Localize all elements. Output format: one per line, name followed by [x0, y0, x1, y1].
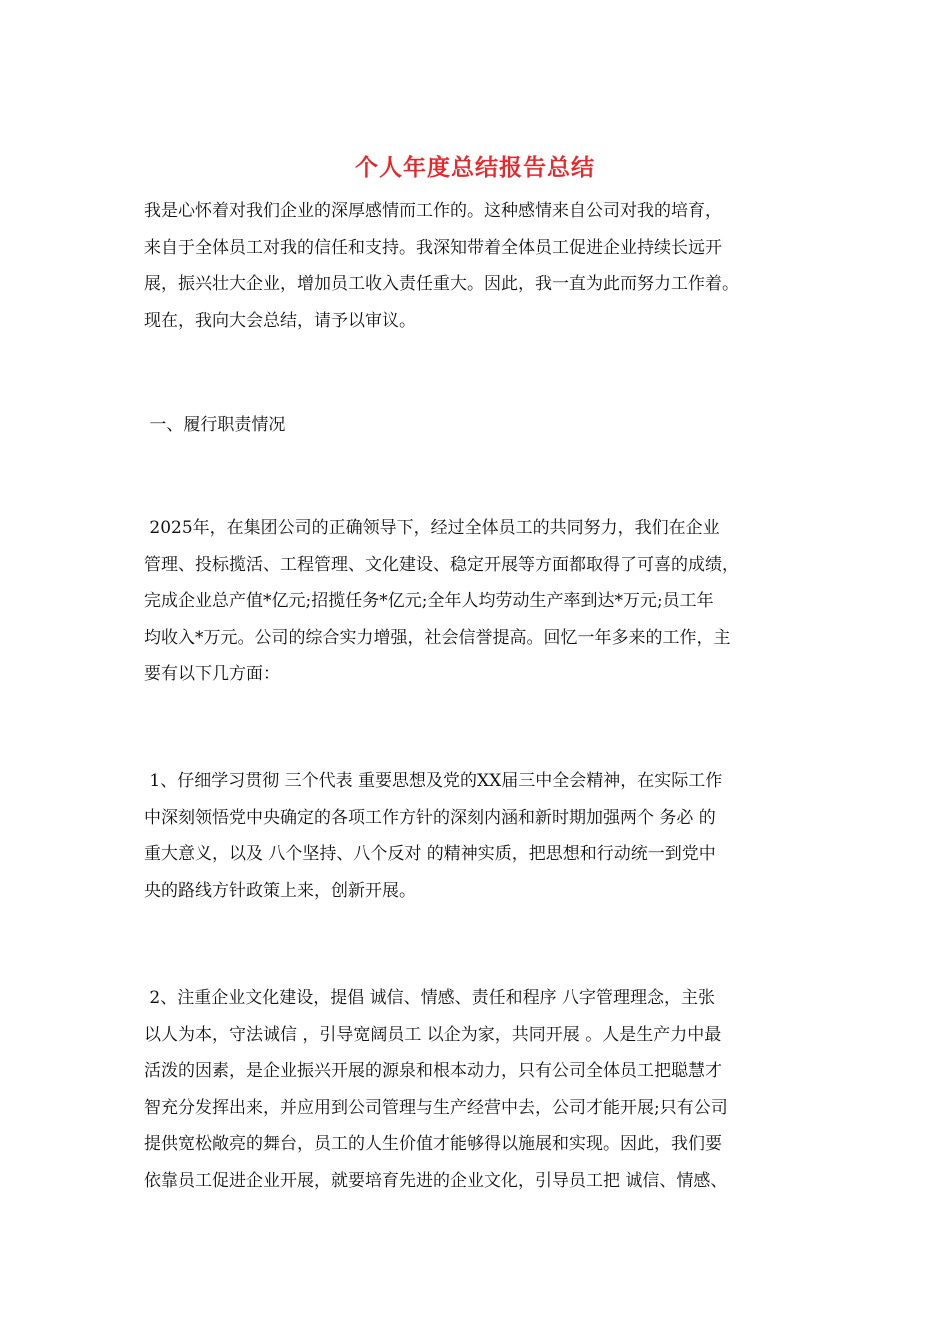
paragraph-line: 中深刻领悟党中央确定的各项工作方针的深刻内涵和新时期加强两个 务必 的 — [144, 807, 716, 828]
item-1-paragraph — [144, 763, 808, 909]
paragraph-line: 来自于全体员工对我的信任和支持。我深知带着全体员工促进企业持续长远开 — [144, 237, 722, 258]
paragraph-line: 2025年，在集团公司的正确领导下，经过全体员工的共同努力，我们在企业 — [144, 518, 720, 538]
paragraph-line: 管理、投标揽活、工程管理、文化建设、稳定开展等方面都取得了可喜的成绩， — [144, 554, 739, 575]
paragraph-line: 1、仔细学习贯彻 三个代表 重要思想及党的XX届三中全会精神，在实际工作 — [144, 771, 723, 791]
paragraph-line: 均收入*万元。公司的综合实力增强，社会信誉提高。回忆一年多来的工作，主 — [144, 627, 731, 648]
intro-paragraph — [144, 193, 808, 339]
paragraph-line: 以人为本，守法诚信 ，引导宽阔员工 以企为家，共同开展 。人是生产力中最 — [144, 1024, 722, 1045]
paragraph-line: 完成企业总产值*亿元;招揽任务*亿元;全年人均劳动生产率到达*万元;员工年 — [144, 591, 714, 611]
paragraph-line: 我是心怀着对我们企业的深厚感情而工作的。这种感情来自公司对我的培育， — [144, 201, 722, 221]
summary-paragraph — [144, 510, 808, 693]
paragraph-line: 央的路线方针政策上来，创新开展。 — [144, 880, 416, 901]
paragraph-line: 提供宽松敞亮的舞台，员工的人生价值才能够得以施展和实现。因此，我们要 — [144, 1134, 722, 1154]
paragraph-line: 展，振兴壮大企业，增加员工收入责任重大。因此，我一直为此而努力工作着。 — [144, 274, 739, 294]
document-title: 个人年度总结报告总结 — [355, 154, 595, 181]
paragraph-line: 重大意义，以及 八个坚持、八个反对 的精神实质，把思想和行动统一到党中 — [144, 844, 716, 864]
paragraph-line: 要有以下几方面： — [144, 664, 280, 684]
paragraph-line: 智充分发挥出来，并应用到公司管理与生产经营中去，公司才能开展;只有公司 — [144, 1097, 728, 1118]
paragraph-line: 2、注重企业文化建设，提倡 诚信、情感、责任和程序 八字管理理念，主张 — [144, 988, 716, 1008]
paragraph-line: 活泼的因素，是企业振兴开展的源泉和根本动力，只有公司全体员工把聪慧才 — [144, 1061, 722, 1081]
section-heading-text: 一、履行职责情况 — [144, 415, 286, 435]
paragraph-line: 现在，我向大会总结，请予以审议。 — [144, 310, 416, 331]
item-2-paragraph — [144, 980, 808, 1199]
paragraph-line: 依靠员工促进企业开展，就要培育先进的企业文化，引导员工把 诚信、情感、 — [144, 1170, 728, 1191]
section-heading — [144, 407, 808, 444]
